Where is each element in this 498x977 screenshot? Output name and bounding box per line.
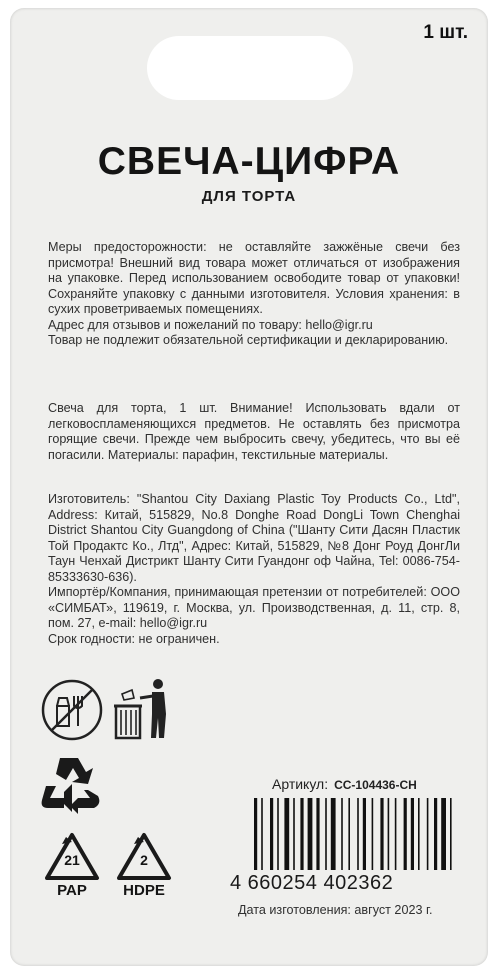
barcode-bar: [395, 798, 397, 870]
barcode-bar: [331, 798, 336, 870]
recycle-label-pap: PAP: [57, 882, 87, 899]
barcode-bar: [418, 798, 420, 870]
barcode-digits: 4 660254 402362: [230, 872, 394, 894]
barcode-bar: [380, 798, 383, 870]
manufacturer-block: [48, 492, 460, 647]
barcode-bar: [357, 798, 359, 870]
barcode-bar: [300, 798, 303, 870]
feedback-address: Адрес для отзывов и пожеланий по товару: hello@igr.ru: [48, 317, 373, 332]
recycle-label-hdpe: HDPE: [123, 882, 165, 899]
barcode-bar: [427, 798, 429, 870]
description-text: Свеча для торта, 1 шт. Внимание! Использовать вдали от легковоспламеняющихся предметов. Не оставлять без присмотра горящие свечи. Прежде чем выбросить свечу, убедитесь, что вы её погасили. Материалы: парафин, текстильные материалы.: [48, 401, 460, 462]
certification-note: Товар не подлежит обязательной сертификации и декларированию.: [48, 333, 449, 347]
barcode-bar: [308, 798, 313, 870]
barcode-bar: [254, 798, 257, 870]
manufacturer-text: Изготовитель: "Shantou City Daxiang Plastic Toy Products Co., Ltd", Address: Китай, 515829, No.8 Donghe Road DongLi Town Chenghai District Shantou City Guangdong of China ("Шанту Сити Дасян Пластик Той Продактс Ко., Лтд", Адрес: Китай, 515829, №8 Донг Роуд ДонгЛи Таун Ченхай Дистрикт Шанту Сити Гуандонг оф Чайна, Tel: 0086-754-85333630-636).: [48, 492, 460, 584]
recycle-icon: [38, 752, 106, 816]
barcode-bar: [348, 798, 350, 870]
recycle-code-2: 2: [140, 852, 148, 868]
product-subtitle: ДЛЯ ТОРТА: [201, 188, 297, 205]
trash-bin-icon: [112, 676, 174, 742]
article-label: Артикул:: [272, 776, 329, 792]
barcode: [250, 798, 456, 872]
product-title: СВЕЧА-ЦИФРА: [97, 140, 401, 183]
article-line: [272, 776, 417, 792]
barcode-bar: [284, 798, 289, 870]
quantity-label: 1 шт.: [423, 22, 468, 43]
barcode-bar: [404, 798, 407, 870]
barcode-bar: [441, 798, 446, 870]
barcode-bar: [270, 798, 273, 870]
precautions-text: Меры предосторожности: не оставляйте зажжёные свечи без присмотра! Внешний вид товара может отличаться от изображения на упаковке. Перед использованием освободите товар от упаковки! Сохраняйте упаковку с данными изготовителя. Условия хранения: в сухих проветриваемых помещениях.: [48, 240, 460, 316]
barcode-bar: [363, 798, 366, 870]
recycle-code-21: 21: [64, 852, 80, 868]
not-food-icon: [40, 678, 104, 742]
barcode-bar: [325, 798, 327, 870]
hanger-hole: [147, 36, 353, 100]
manufacture-date: Дата изготовления: август 2023 г.: [238, 903, 433, 917]
barcode-bar: [411, 798, 414, 870]
barcode-bar: [341, 798, 343, 870]
barcode-bar: [434, 798, 437, 870]
importer-text: Импортёр/Компания, принимающая претензии от потребителей: ООО «СИМБАТ», 119619, г. Москва, ул. Производственная, д. 11, стр. 8, пом. 27, e-mail: hello@igr.ru: [48, 585, 460, 630]
article-code: CC-104436-CH: [334, 778, 417, 792]
barcode-bar: [277, 798, 279, 870]
barcode-bar: [388, 798, 390, 870]
shelf-life-text: Срок годности: не ограничен.: [48, 631, 220, 646]
barcode-bar: [261, 798, 263, 870]
barcode-bar: [316, 798, 319, 870]
barcode-bar: [450, 798, 452, 870]
precautions-block: [48, 240, 460, 349]
barcode-bar: [293, 798, 295, 870]
barcode-bar: [372, 798, 374, 870]
